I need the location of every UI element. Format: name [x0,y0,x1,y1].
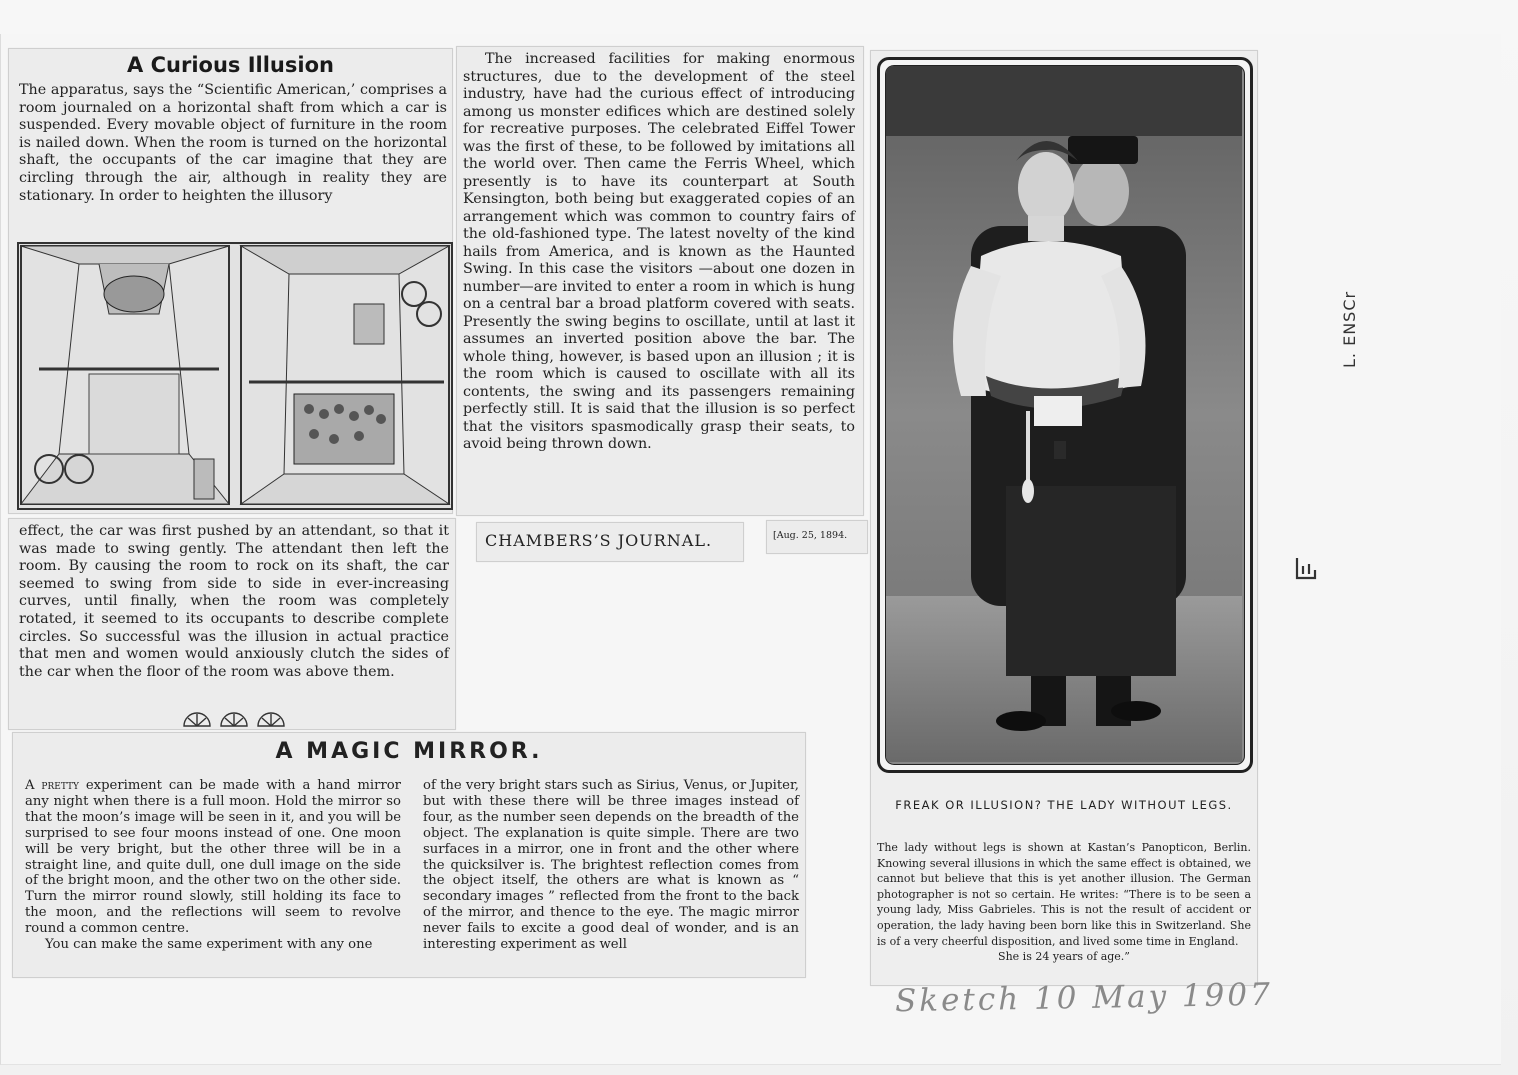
photo-frame [877,57,1253,773]
haunted-swing-paragraph: The increased facilities for making enormous structures, due to the development of the steel industry, have had the curious effect of introducing among us monster edifices which are destined solely for recreative purposes. The celebrated Eiffel Tower was the first of these, to be followed by imitations all the world over. Then came the Ferris Wheel, which presently is to have its counterpart at South Kensington, both being but exaggerated copies of an arrangement which was common to country fairs of the old-fashioned type. The latest novelty of the kind hails from America, and is known as the Haunted Swing. In this case the visitors —about one dozen in number—are invited to enter a room in which is hung on a central bar a broad platform covered with seats. Presently the swing begins to oscillate, until at last it assumes an inverted position above the bar. The whole thing, however, is based upon an illusion ; it is the room which is caused to oscillate with all its contents, the swing and its passengers remaining perfectly still. It is said that the illusion is so perfect that the visitors spasmodically grasp their seats, to avoid being thrown down. [463,51,855,452]
lady-without-legs-clipping [870,50,1258,986]
magic-mirror-column-1-text-2: You can make the same experiment with any one [45,937,373,953]
source-clipping [476,522,744,562]
haunted-swing-clipping [456,46,864,516]
lady-and-man-photo-icon [886,66,1242,762]
magic-mirror-clipping [12,732,806,978]
photo-caption-title: FREAK OR ILLUSION? THE LADY WITHOUT LEGS. [895,798,1233,812]
magic-mirror-title: A MAGIC MIRROR. [275,739,543,764]
haunted-swing-illustration [17,242,453,510]
corner-mark-icon [1294,556,1318,582]
source-date: [Aug. 25, 1894. [773,530,848,541]
room-engraving-icon [19,244,451,508]
photograph [885,65,1245,765]
side-stamp: L. ENSCr [1340,290,1359,368]
handwritten-source-note: Sketch 10 May 1907 [894,976,1274,1020]
curious-illusion-clipping-bottom [8,518,456,730]
wheel-ornament-icon [179,709,289,727]
magic-mirror-lead: A pretty [25,778,79,793]
date-clipping [766,520,868,554]
magic-mirror-column-1-text: experiment can be made with a hand mirror any night when there is a full moon. Hold the mirror so that the moon’s image will be seen in it, and you will be surprised to see four moons instead of one. One moon will be very bright, but the other three will be in a straight line, and quite dull, one dull image on the side of the bright moon, and the other two on the other side. Turn the mirror round slowly, still holding its face to the moon, and the reflections will seem to revolve round a common centre. [25,778,401,937]
magic-mirror-column-1 [25,778,401,953]
curious-illusion-clipping-top [8,48,453,514]
photo-caption-last-line: She is 24 years of age.” [998,950,1130,964]
curious-illusion-title: A Curious Illusion [127,53,334,77]
photo-caption-text: The lady without legs is shown at Kastan’s Panopticon, Berlin. Knowing several illusions in which the same effect is obtained, we cannot but believe that this is yet another illusion. The German photographer is not so certain. He writes: “There is to be seen a young lady, Miss Gabrieles. This is not the result of accident or operation, the lady having been born like this in Switzerland. She is of a very cheerful disposition, and lived some time in England. [877,841,1251,948]
magic-mirror-column-2: of the very bright stars such as Sirius, Venus, or Jupiter, but with these there will be three images instead of four, as the number seen depends on the breadth of the object. The explanation is quite simple. There are two surfaces in a mirror, one in front and the other where the quicksilver is. The brightest reflection comes from the object itself, the others are what is known as “ secondary images ” reflected from the front to the back of the mirror, and thence to the eye. The magic mirror never fails to excite a good deal of wonder, and is an interesting experiment as well [423,778,799,953]
source-label: CHAMBERS’S JOURNAL. [485,531,713,550]
curious-illusion-paragraph-2: effect, the car was first pushed by an attendant, so that it was made to swing gently. The attendant then left the room. By causing the room to rock on its shaft, the car seemed to swing from side to side in ever-increasing curves, until finally, when the room was completely rotated, it seemed to its occupants to describe complete circles. So successful was the illusion in actual practice that men and women would anxiously clutch the sides of the car when the floor of the room was above them. [19,523,449,680]
photo-caption-body [877,840,1251,965]
curious-illusion-paragraph-1: The apparatus, says the “Scientific American,’ comprises a room journaled on a horizontal shaft from which a car is suspended. Every movable object of furniture in the room is nailed down. When the room is turned on the horizontal shaft, the occupants of the car imagine that they are circling through the air, although in reality they are stationary. In order to heighten the illusory [19,82,447,204]
